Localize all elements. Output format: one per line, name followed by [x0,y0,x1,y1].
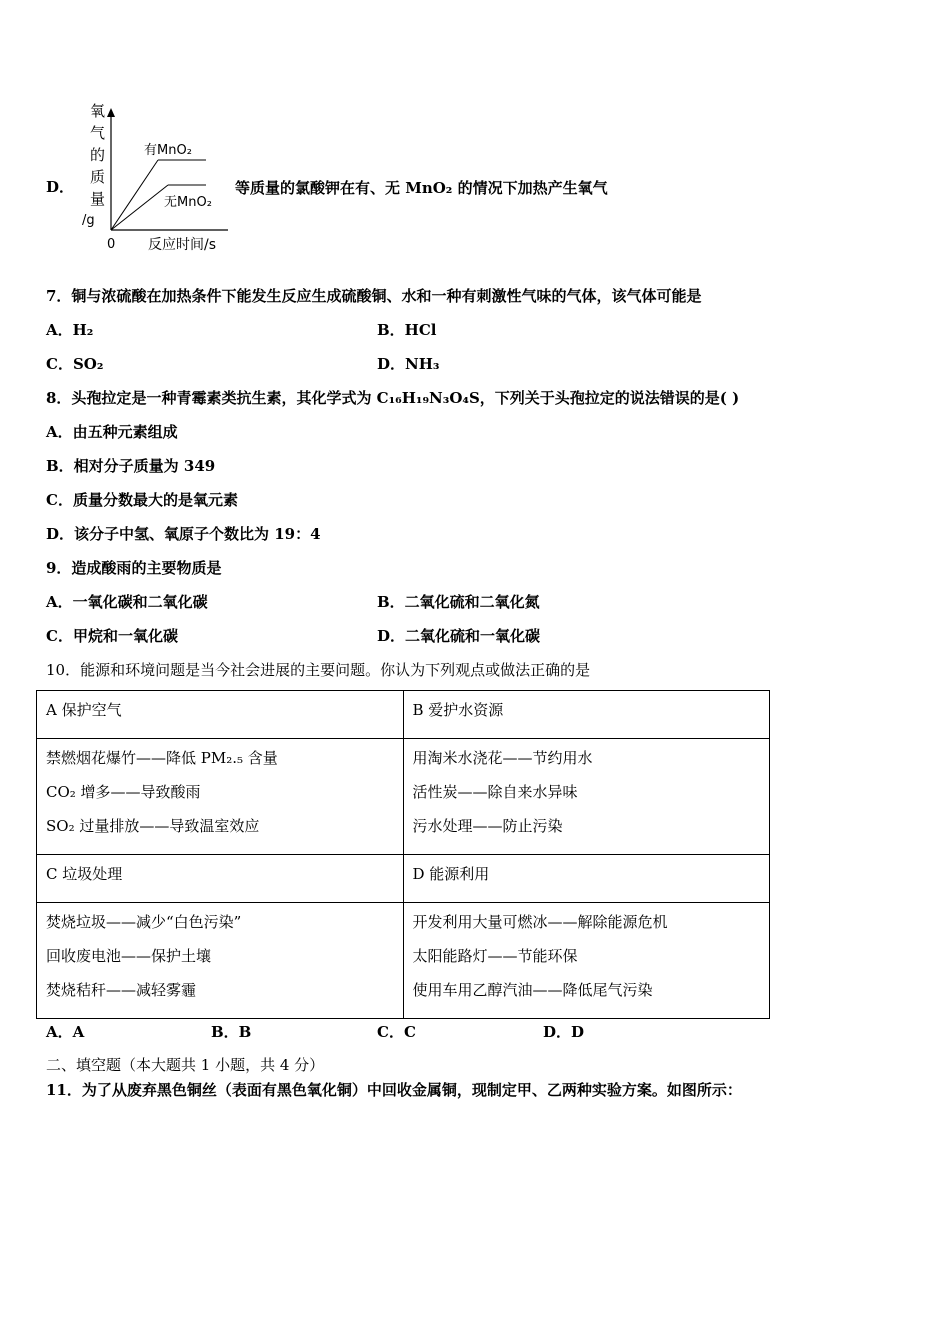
q9-option-c: C．甲烷和一氧化碳 [46,627,178,645]
q7-option-d: D．NH₃ [377,355,440,373]
q10-cell-b-items [403,739,770,855]
oxygen-mass-graph [76,98,236,258]
q6-option-d-text: 等质量的氯酸钾在有、无 MnO₂ 的情况下加热产生氧气 [235,179,608,197]
q10-cell-b-title: B 爱护水资源 [403,691,770,739]
q10-table-header-row-1 [37,691,770,739]
q9-option-d: D．二氧化硫和一氧化碳 [377,627,541,645]
q11-stem: 11．为了从废弃黑色铜丝（表面有黑色氧化铜）中回收金属铜，现制定甲、乙两种实验方案。如图所示： [46,1081,742,1099]
q10-table [36,690,770,1019]
graph-line-without-mno2 [111,185,168,230]
q10-cell-a-items [37,739,404,855]
q10-table-body-row-2 [37,903,770,1019]
section-2-heading: 二、填空题（本大题共 1 小题，共 4 分） [46,1056,325,1074]
q10-option-a: A．A [46,1023,85,1041]
q10-option-c: C．C [377,1023,416,1041]
graph-y-char-3: 的 [90,146,106,164]
q10-d-item-3: 使用车用乙醇汽油——降低尾气污染 [412,981,653,999]
q10-option-d: D．D [543,1023,585,1041]
q10-c-item-1: 焚烧垃圾——减少“白色污染” [46,913,242,931]
q10-b-item-2: 活性炭——除自来水异味 [412,783,578,801]
q9-stem: 9．造成酸雨的主要物质是 [46,559,222,577]
graph-label-with-mno2: 有MnO₂ [144,143,192,158]
graph-y-char-1: 氧 [90,102,106,120]
q10-cell-d-title: D 能源利用 [403,855,770,903]
q10-c-item-3: 焚烧秸秆——减轻雾霾 [46,981,197,999]
graph-label-without-mno2: 无MnO₂ [164,195,212,210]
graph-y-arrow [107,108,115,117]
q10-b-item-1: 用淘米水浇花——节约用水 [412,749,593,767]
q7-option-a: A．H₂ [46,321,94,339]
q6-option-d-label: D． [46,178,75,196]
q10-a-item-1: 禁燃烟花爆竹——降低 PM₂.₅ 含量 [46,749,278,767]
q7-option-c: C．SO₂ [46,355,104,373]
q9-option-a: A．一氧化碳和二氧化碳 [46,593,208,611]
graph-y-char-6: /g [82,213,95,228]
graph-line-with-mno2 [111,160,158,230]
q10-cell-d-items [403,903,770,1019]
q10-d-item-2: 太阳能路灯——节能环保 [412,947,578,965]
q7-option-b: B．HCl [377,321,437,339]
q10-d-item-1: 开发利用大量可燃冰——解除能源危机 [412,913,668,931]
q10-cell-c-items [37,903,404,1019]
q9-option-b: B．二氧化硫和二氧化氮 [377,593,540,611]
q10-table-body-row-1 [37,739,770,855]
q10-c-item-2: 回收废电池——保护土壤 [46,947,212,965]
graph-x-label: 反应时间/s [148,237,217,253]
q7-stem: 7．铜与浓硫酸在加热条件下能发生反应生成硫酸铜、水和一种有刺激性气味的气体，该气体可能是 [46,287,702,305]
graph-origin-label: 0 [107,237,116,252]
q10-table-header-row-2 [37,855,770,903]
graph-y-char-5: 量 [90,190,106,208]
graph-y-char-4: 质 [90,168,106,186]
q10-cell-c-title: C 垃圾处理 [37,855,404,903]
q10-a-item-2: CO₂ 增多——导致酸雨 [46,783,201,801]
q8-option-d: D．该分子中氢、氧原子个数比为 19：4 [46,525,321,543]
q8-stem: 8．头孢拉定是一种青霉素类抗生素，其化学式为 C₁₆H₁₉N₃O₄S，下列关于头孢拉定的说法错误的是( ) [46,389,740,407]
q10-stem: 10．能源和环境问题是当今社会进展的主要问题。你认为下列观点或做法正确的是 [46,661,591,679]
q8-option-c: C．质量分数最大的是氧元素 [46,491,238,509]
q10-cell-a-title: A 保护空气 [37,691,404,739]
q8-option-a: A．由五种元素组成 [46,423,178,441]
graph-y-char-2: 气 [90,124,106,142]
q10-a-item-3: SO₂ 过量排放——导致温室效应 [46,817,260,835]
q8-option-b: B．相对分子质量为 349 [46,457,216,475]
q10-b-item-3: 污水处理——防止污染 [412,817,563,835]
q10-option-b: B．B [211,1023,252,1041]
